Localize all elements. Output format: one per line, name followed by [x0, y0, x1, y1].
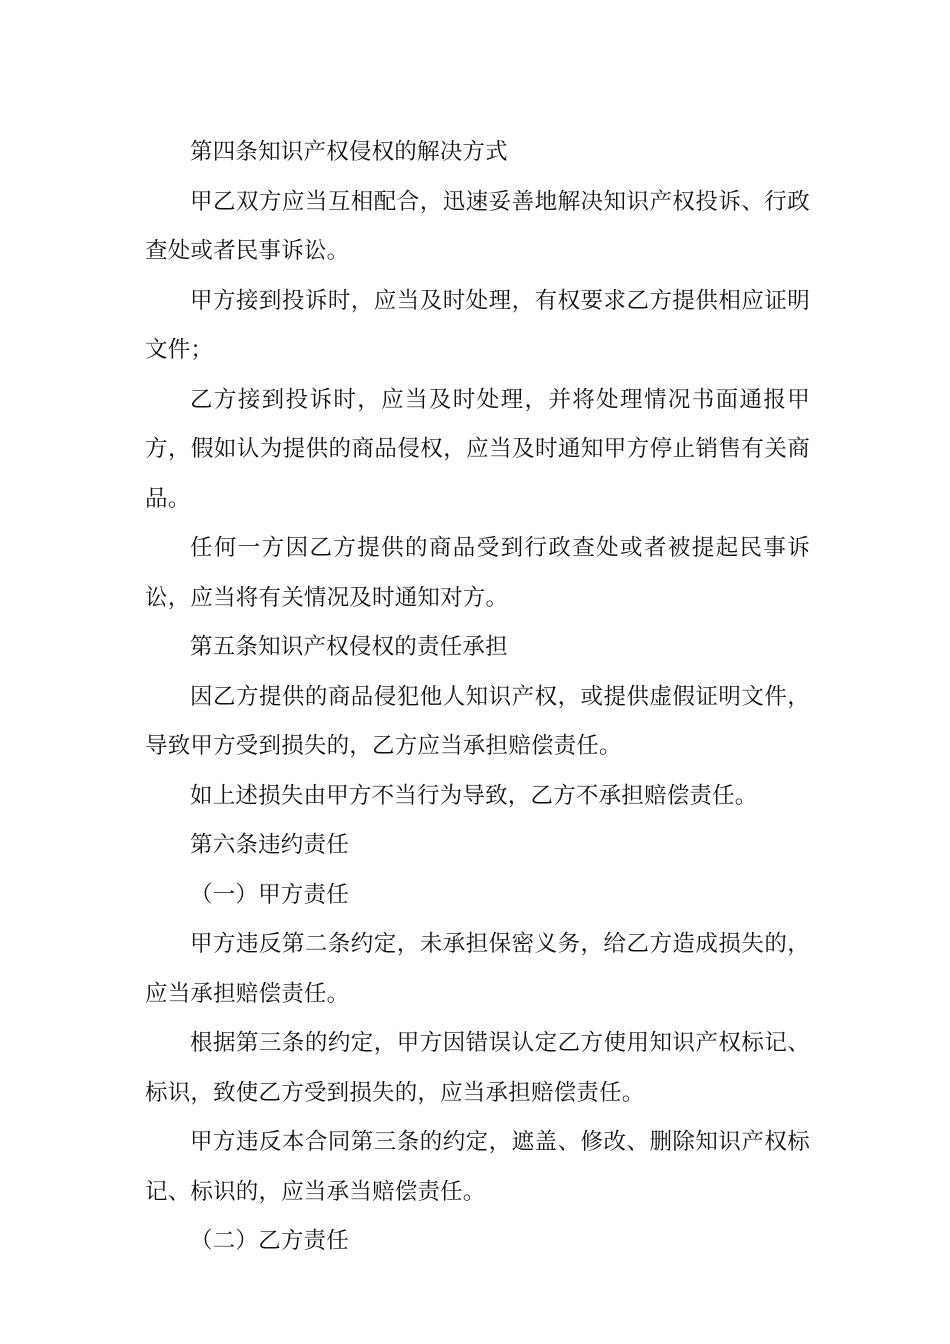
paragraph: 甲方违反第二条约定，未承担保密义务，给乙方造成损失的，应当承担赔偿责任。	[145, 931, 810, 1007]
paragraph: 任何一方因乙方提供的商品受到行政查处或者被提起民事诉讼，应当将有关情况及时通知对方。	[145, 535, 810, 611]
paragraph: 乙方接到投诉时，应当及时处理，并将处理情况书面通报甲方，假如认为提供的商品侵权，应当及时通知甲方停止销售有关商品。	[145, 386, 810, 512]
paragraph: 甲乙双方应当互相配合，迅速妥善地解决知识产权投诉、行政查处或者民事诉讼。	[145, 188, 810, 264]
subsection-heading-party-a: （一）甲方责任	[190, 881, 349, 908]
paragraph: 因乙方提供的商品侵犯他人知识产权，或提供虚假证明文件，导致甲方受到损失的，乙方应当承担赔偿责任。	[145, 683, 810, 759]
article-6-heading: 第六条违约责任	[190, 832, 349, 858]
paragraph: 根据第三条的约定，甲方因错误认定乙方使用知识产权标记、标识，致使乙方受到损失的，应当承担赔偿责任。	[145, 1030, 810, 1106]
subsection-heading-party-b: （二）乙方责任	[190, 1228, 349, 1254]
document-body	[145, 128, 810, 1267]
article-5-heading: 第五条知识产权侵权的责任承担	[190, 634, 508, 660]
article-4-heading: 第四条知识产权侵权的解决方式	[190, 139, 508, 165]
paragraph: 甲方违反本合同第三条的约定，遮盖、修改、删除知识产权标记、标识的，应当承当赔偿责任。	[145, 1129, 810, 1205]
paragraph: 甲方接到投诉时，应当及时处理，有权要求乙方提供相应证明文件；	[145, 287, 810, 363]
paragraph: 如上述损失由甲方不当行为导致，乙方不承担赔偿责任。	[190, 782, 758, 809]
